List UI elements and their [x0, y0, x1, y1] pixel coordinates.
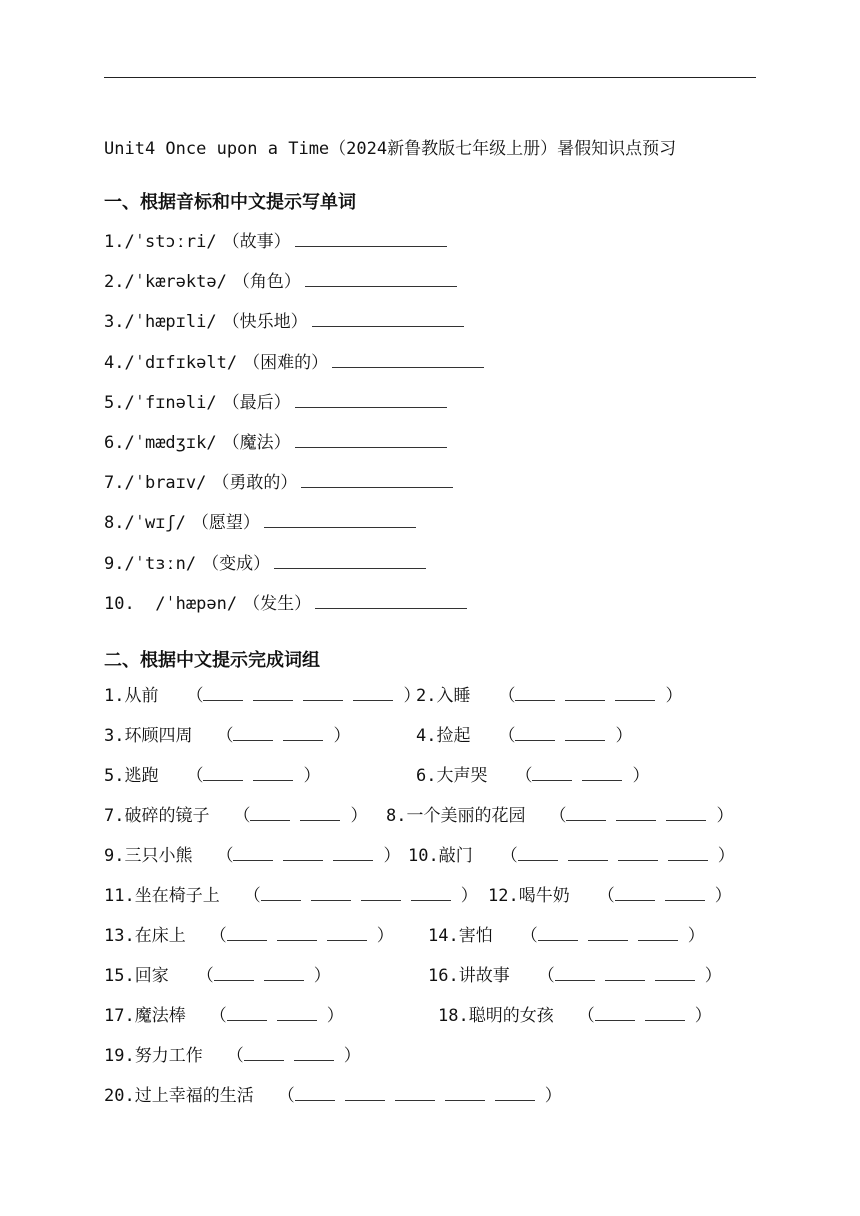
vocab-num: 6.: [104, 433, 125, 453]
vocab-item: [104, 471, 453, 494]
phrase-label: 8.一个美丽的花园: [386, 806, 526, 826]
open-paren: （: [186, 686, 204, 706]
word-blank[interactable]: [227, 1004, 267, 1021]
open-paren: （: [209, 926, 227, 946]
word-blank[interactable]: [411, 884, 451, 901]
open-paren: （: [520, 926, 538, 946]
vocab-num: 8.: [104, 513, 125, 534]
answer-blank[interactable]: [295, 391, 447, 408]
word-blank[interactable]: [445, 1084, 485, 1101]
vocab-hint: （发生）: [243, 593, 312, 614]
phrase-item: [104, 764, 320, 787]
word-blank[interactable]: [264, 964, 304, 981]
word-blank[interactable]: [227, 924, 267, 941]
phrase-label: 11.坐在椅子上: [104, 886, 220, 906]
phrase-item: [104, 1004, 344, 1027]
phrase-label: 17.魔法棒: [104, 1006, 186, 1026]
word-blank[interactable]: [250, 804, 290, 821]
vocab-hint: （快乐地）: [222, 312, 308, 333]
close-paren: ）: [632, 766, 650, 786]
word-blank[interactable]: [294, 1044, 334, 1061]
close-paren: ）: [343, 1046, 361, 1066]
word-blank[interactable]: [233, 844, 273, 861]
close-paren: ）: [403, 686, 421, 706]
vocab-num: 10.: [104, 593, 135, 614]
word-blank[interactable]: [333, 844, 373, 861]
vocab-phonetic: /ˈfɪnəli/: [124, 392, 217, 413]
vocab-num: 5.: [104, 392, 125, 413]
word-blank[interactable]: [566, 804, 606, 821]
vocab-phonetic: /ˈtɜːn/: [124, 553, 197, 574]
vocab-item: [104, 511, 416, 534]
answer-blank[interactable]: [274, 552, 426, 569]
vocab-item: [104, 391, 447, 414]
phrase-item: [104, 724, 350, 747]
word-blank[interactable]: [515, 684, 555, 701]
phrase-label: 13.在床上: [104, 926, 186, 946]
phrase-item: [416, 724, 632, 747]
vocab-phonetic: /ˈmædʒɪk/: [124, 433, 217, 453]
phrase-item: [428, 964, 722, 987]
close-paren: ）: [717, 846, 735, 866]
phrase-label: 7.破碎的镜子: [104, 806, 210, 826]
word-blank[interactable]: [283, 724, 323, 741]
word-blank[interactable]: [555, 964, 595, 981]
word-blank[interactable]: [605, 964, 645, 981]
open-paren: （: [549, 806, 567, 826]
phrase-item: [416, 764, 649, 787]
answer-blank[interactable]: [301, 471, 453, 488]
phrase-label: 4.捡起: [416, 726, 471, 746]
open-paren: （: [233, 806, 251, 826]
word-blank[interactable]: [666, 804, 706, 821]
phrase-item: [104, 684, 420, 707]
answer-blank[interactable]: [295, 230, 447, 247]
answer-blank[interactable]: [264, 511, 416, 528]
phrase-item: [104, 844, 400, 867]
phrase-label: 6.大声哭: [416, 766, 488, 786]
vocab-phonetic: /ˈdɪfɪkəlt/: [124, 352, 238, 373]
answer-blank[interactable]: [295, 431, 447, 448]
word-blank[interactable]: [618, 844, 658, 861]
page-title: Unit4 Once upon a Time（2024新鲁教版七年级上册）暑假知识点预习: [104, 139, 677, 159]
phrase-item: [416, 684, 682, 707]
vocab-phonetic: /ˈstɔːri/: [124, 232, 217, 252]
phrase-label: 12.喝牛奶: [488, 886, 570, 906]
word-blank[interactable]: [295, 1084, 335, 1101]
vocab-item: [104, 351, 484, 374]
vocab-num: 9.: [104, 553, 125, 574]
word-blank[interactable]: [595, 1004, 635, 1021]
phrase-label: 20.过上幸福的生活: [104, 1086, 254, 1106]
word-blank[interactable]: [615, 684, 655, 701]
close-paren: ）: [716, 806, 734, 826]
word-blank[interactable]: [277, 1004, 317, 1021]
open-paren: （: [500, 846, 518, 866]
close-paren: ）: [376, 926, 394, 946]
vocab-phonetic: /ˈbraɪv/: [124, 473, 207, 494]
word-blank[interactable]: [244, 1044, 284, 1061]
word-blank[interactable]: [253, 764, 293, 781]
vocab-hint: （最后）: [222, 392, 291, 413]
word-blank[interactable]: [303, 684, 343, 701]
vocab-hint: （困难的）: [243, 352, 329, 373]
word-blank[interactable]: [361, 884, 401, 901]
close-paren: ）: [333, 726, 351, 746]
vocab-hint: （角色）: [232, 272, 301, 293]
open-paren: （: [186, 766, 204, 786]
phrase-item: [104, 1044, 361, 1067]
section-2-heading: 二、根据中文提示完成词组: [104, 650, 320, 671]
header-rule: [104, 77, 756, 78]
word-blank[interactable]: [515, 724, 555, 741]
word-blank[interactable]: [495, 1084, 535, 1101]
phrase-label: 2.入睡: [416, 686, 471, 706]
word-blank[interactable]: [277, 924, 317, 941]
vocab-phonetic: /ˈkærəktə/: [124, 272, 227, 293]
word-blank[interactable]: [353, 684, 393, 701]
vocab-item: [104, 431, 447, 454]
open-paren: （: [577, 1006, 595, 1026]
word-blank[interactable]: [565, 684, 605, 701]
open-paren: （: [196, 966, 214, 986]
close-paren: ）: [350, 806, 368, 826]
close-paren: ）: [615, 726, 633, 746]
word-blank[interactable]: [668, 844, 708, 861]
phrase-label: 18.聪明的女孩: [438, 1006, 554, 1026]
phrase-label: 5.逃跑: [104, 766, 159, 786]
word-blank[interactable]: [568, 844, 608, 861]
open-paren: （: [216, 846, 234, 866]
close-paren: ）: [544, 1086, 562, 1106]
close-paren: ）: [704, 966, 722, 986]
word-blank[interactable]: [311, 884, 351, 901]
vocab-num: 1.: [104, 232, 125, 252]
word-blank[interactable]: [638, 924, 678, 941]
vocab-hint: （魔法）: [222, 433, 291, 453]
word-blank[interactable]: [214, 964, 254, 981]
close-paren: ）: [303, 766, 321, 786]
vocab-item: [104, 270, 457, 293]
word-blank[interactable]: [616, 804, 656, 821]
answer-blank[interactable]: [332, 351, 484, 368]
vocab-phonetic: /ˈwɪʃ/: [124, 513, 186, 534]
word-blank[interactable]: [233, 724, 273, 741]
phrase-item: [438, 1004, 712, 1027]
vocab-num: 2.: [104, 272, 125, 293]
word-blank[interactable]: [518, 844, 558, 861]
phrase-label: 14.害怕: [428, 926, 493, 946]
close-paren: ）: [326, 1006, 344, 1026]
phrase-label: 10.敲门: [408, 846, 473, 866]
phrase-label: 19.努力工作: [104, 1046, 203, 1066]
phrase-label: 15.回家: [104, 966, 169, 986]
word-blank[interactable]: [395, 1084, 435, 1101]
word-blank[interactable]: [655, 964, 695, 981]
vocab-num: 7.: [104, 473, 125, 494]
phrase-item: [104, 964, 331, 987]
close-paren: ）: [313, 966, 331, 986]
word-blank[interactable]: [203, 764, 243, 781]
close-paren: ）: [687, 926, 705, 946]
word-blank[interactable]: [582, 764, 622, 781]
vocab-hint: （变成）: [202, 553, 271, 574]
vocab-phonetic: /ˈhæpən/: [134, 593, 238, 614]
phrase-label: 3.环顾四周: [104, 726, 193, 746]
open-paren: （: [515, 766, 533, 786]
answer-blank[interactable]: [315, 592, 467, 609]
close-paren: ）: [694, 1006, 712, 1026]
word-blank[interactable]: [283, 844, 323, 861]
phrase-label: 1.从前: [104, 686, 159, 706]
word-blank[interactable]: [665, 884, 705, 901]
word-blank[interactable]: [615, 884, 655, 901]
word-blank[interactable]: [203, 684, 243, 701]
phrase-label: 9.三只小熊: [104, 846, 193, 866]
word-blank[interactable]: [588, 924, 628, 941]
phrase-item: [386, 804, 733, 827]
word-blank[interactable]: [253, 684, 293, 701]
close-paren: ）: [460, 886, 478, 906]
vocab-item: [104, 552, 426, 575]
close-paren: ）: [665, 686, 683, 706]
vocab-hint: （故事）: [222, 232, 291, 252]
word-blank[interactable]: [261, 884, 301, 901]
phrase-item: [428, 924, 705, 947]
phrase-item: [104, 804, 367, 827]
answer-blank[interactable]: [312, 310, 464, 327]
word-blank[interactable]: [345, 1084, 385, 1101]
vocab-item: [104, 230, 447, 253]
vocab-item: [104, 592, 467, 615]
vocab-phonetic: /ˈhæpɪli/: [124, 312, 217, 333]
word-blank[interactable]: [538, 924, 578, 941]
close-paren: ）: [383, 846, 401, 866]
open-paren: （: [277, 1086, 295, 1106]
word-blank[interactable]: [327, 924, 367, 941]
phrase-item: [104, 924, 394, 947]
open-paren: （: [597, 886, 615, 906]
open-paren: （: [498, 686, 516, 706]
open-paren: （: [243, 886, 261, 906]
word-blank[interactable]: [645, 1004, 685, 1021]
vocab-item: [104, 310, 464, 333]
vocab-num: 4.: [104, 352, 125, 373]
open-paren: （: [209, 1006, 227, 1026]
vocab-hint: （勇敢的）: [212, 473, 298, 494]
close-paren: ）: [714, 886, 732, 906]
word-blank[interactable]: [565, 724, 605, 741]
answer-blank[interactable]: [305, 270, 457, 287]
vocab-hint: （愿望）: [191, 513, 260, 534]
phrase-item: [104, 1084, 562, 1107]
section-1-heading: 一、根据音标和中文提示写单词: [104, 192, 356, 213]
word-blank[interactable]: [300, 804, 340, 821]
vocab-num: 3.: [104, 312, 125, 333]
phrase-item: [408, 844, 735, 867]
open-paren: （: [537, 966, 555, 986]
open-paren: （: [216, 726, 234, 746]
phrase-item: [104, 884, 478, 907]
word-blank[interactable]: [532, 764, 572, 781]
open-paren: （: [498, 726, 516, 746]
phrase-item: [488, 884, 732, 907]
open-paren: （: [226, 1046, 244, 1066]
phrase-label: 16.讲故事: [428, 966, 510, 986]
